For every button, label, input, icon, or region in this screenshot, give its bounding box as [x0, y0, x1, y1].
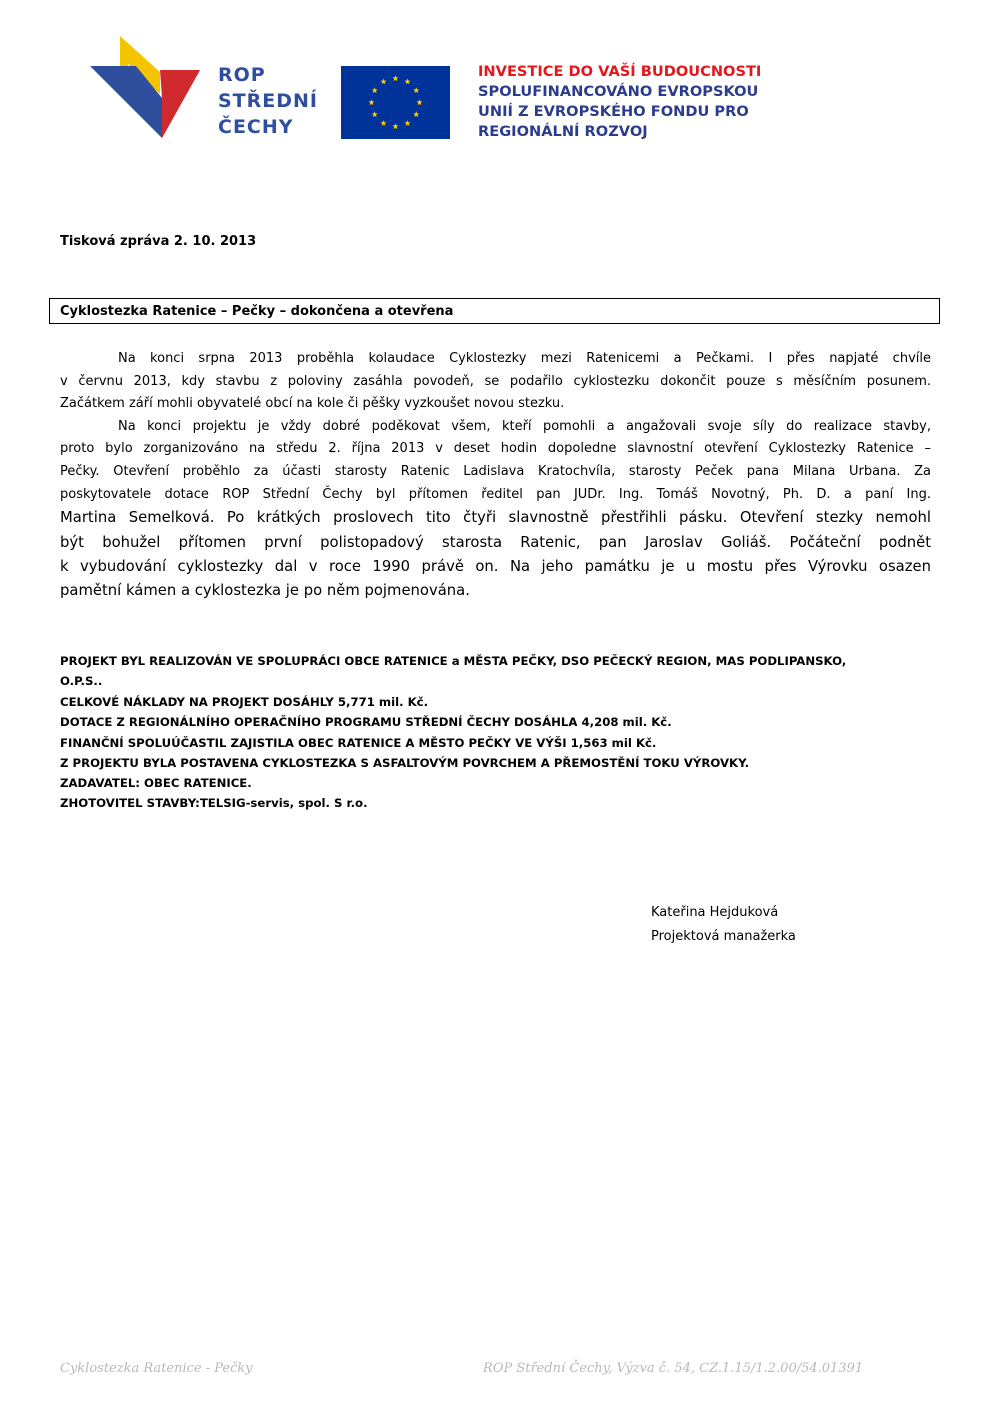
paragraph-line: Začátkem září mohli obyvatelé obcí na kole či pěšky vyzkoušet novou stezku. [60, 396, 565, 411]
signature-role: Projektová manažerka [651, 929, 796, 944]
project-fact-line: ZHOTOVITEL STAVBY:TELSIG-servis, spol. S r.o. [60, 796, 368, 810]
project-fact-line: DOTACE Z REGIONÁLNÍHO OPERAČNÍHO PROGRAMU STŘEDNÍ ČECHY DOSÁHLA 4,208 mil. Kč. [60, 715, 672, 729]
paragraph-line: k vybudování cyklostezky dal v roce 1990 právě on. Na jeho památku je u mostu přes Výrovku osazen [60, 558, 931, 575]
paragraph-line: Pečky. Otevření proběhlo za účasti starosty Ratenic Ladislava Kratochvíla, starosty Peček pana Milana Urbana. Za [60, 464, 931, 479]
paragraph-line: proto bylo zorganizováno na středu 2. října 2013 v deset hodin dopoledne slavnostní otevření Cyklostezky Ratenice – [60, 441, 931, 456]
paragraph-line: Na konci projektu je vždy dobré poděkovat všem, kteří pomohli a angažovali svoje síly do realizace stavby, [118, 419, 931, 434]
rop-logo-line: STŘEDNÍ [218, 90, 318, 112]
paragraph-line: Na konci srpna 2013 proběhla kolaudace Cyklostezky mezi Ratenicemi a Pečkami. I přes napjaté chvíle [118, 351, 931, 366]
paragraph-line: být bohužel přítomen první polistopadový starosta Ratenic, pan Jaroslav Goliáš. Počáteční podnět [60, 534, 931, 551]
paragraph-line: v červnu 2013, kdy stavbu z poloviny zasáhla povodeň, se podařilo cyklostezku dokončit pouze s měsíčním posunem. [60, 374, 931, 389]
rop-stredni-cechy-logo-icon [90, 36, 200, 138]
project-fact-line: ZADAVATEL: OBEC RATENICE. [60, 776, 252, 790]
press-release-date: Tisková zpráva 2. 10. 2013 [60, 234, 257, 249]
project-fact-line: PROJEKT BYL REALIZOVÁN VE SPOLUPRÁCI OBCE RATENICE a MĚSTA PEČKY, DSO PEČECKÝ REGION, MAS PODLIPANSKO, [60, 654, 847, 668]
eu-flag-icon [341, 66, 450, 139]
project-fact-line: CELKOVÉ NÁKLADY NA PROJEKT DOSÁHLY 5,771 mil. Kč. [60, 695, 429, 709]
paragraph-line: Martina Semelková. Po krátkých proslovech tito čtyři slavnostně přestřihli pásku. Otevření stezky nemohl [60, 509, 931, 526]
document-title: Cyklostezka Ratenice – Pečky – dokončena a otevřena [60, 304, 454, 319]
eu-slogan-line: INVESTICE DO VAŠÍ BUDOUCNOSTI [478, 63, 762, 80]
eu-slogan-line: REGIONÁLNÍ ROZVOJ [478, 123, 648, 140]
footer-left: Cyklostezka Ratenice - Pečky [60, 1361, 253, 1376]
footer-right: ROP Střední Čechy, Výzva č. 54, CZ.1.15/1.2.00/54.01391 [483, 1361, 864, 1376]
project-fact-line: FINANČNÍ SPOLUÚČASTIL ZAJISTILA OBEC RATENICE A MĚSTO PEČKY VE VÝŠI 1,563 mil Kč. [60, 736, 657, 750]
signature-name: Kateřina Hejduková [651, 905, 779, 920]
rop-logo-line: ČECHY [218, 116, 294, 138]
eu-slogan-line: SPOLUFINANCOVÁNO EVROPSKOU [478, 83, 759, 100]
project-fact-line: O.P.S.. [60, 674, 103, 688]
rop-logo-line: ROP [218, 64, 266, 86]
project-fact-line: Z PROJEKTU BYLA POSTAVENA CYKLOSTEZKA S ASFALTOVÝM POVRCHEM A PŘEMOSTĚNÍ TOKU VÝROVKY. [60, 756, 750, 770]
eu-slogan-line: UNIÍ Z EVROPSKÉHO FONDU PRO [478, 103, 749, 120]
paragraph-line: pamětní kámen a cyklostezka je po něm pojmenována. [60, 582, 470, 599]
paragraph-line: poskytovatele dotace ROP Střední Čechy byl přítomen ředitel pan JUDr. Ing. Tomáš Novotný, Ph. D. a paní Ing. [60, 487, 931, 502]
